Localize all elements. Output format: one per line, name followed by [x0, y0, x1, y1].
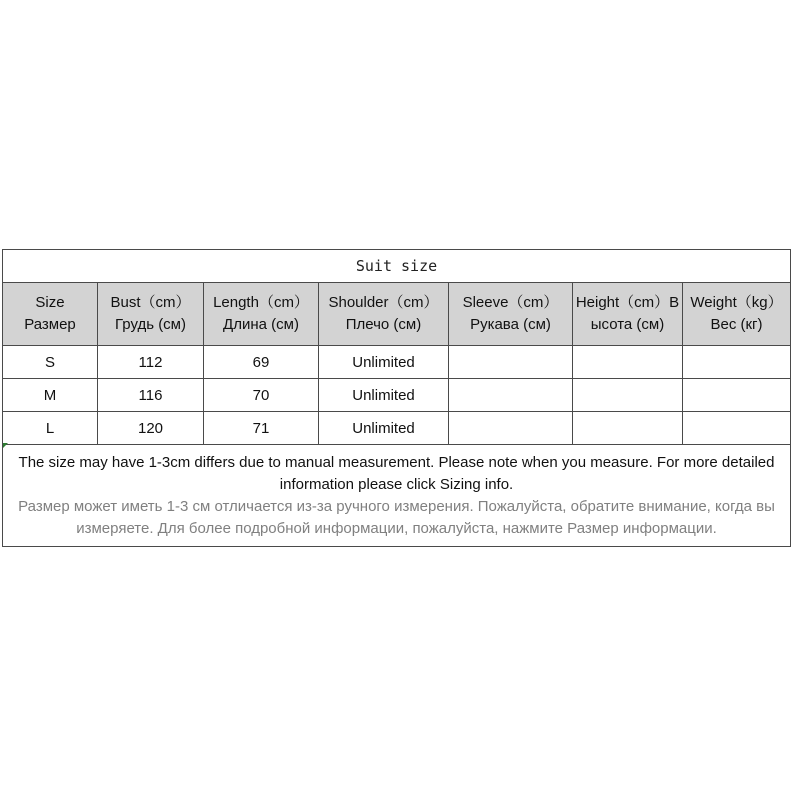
cell-length: 69 [204, 346, 319, 379]
header-bust: Bust（cm） Грудь (см) [98, 283, 204, 346]
cell-size: M [3, 379, 98, 412]
cell-weight [683, 379, 791, 412]
note-row [3, 445, 791, 547]
cell-sleeve [449, 346, 573, 379]
cell-length: 71 [204, 412, 319, 445]
note-english: The size may have 1-3cm differs due to manual measurement. Please note when you measure. For more detailed information please click Sizing info. [18, 453, 775, 493]
header-size: Size Размер [3, 283, 98, 346]
table-title: Suit size [3, 250, 791, 283]
header-length: Length（cm） Длина (см) [204, 283, 319, 346]
table-row-l [3, 412, 791, 445]
cell-height [573, 412, 683, 445]
cell-bust: 112 [98, 346, 204, 379]
cell-shoulder: Unlimited [319, 412, 449, 445]
header-weight: Weight（kg） Вес (кг) [683, 283, 791, 346]
cell-shoulder: Unlimited [319, 379, 449, 412]
cell-bust: 120 [98, 412, 204, 445]
cell-marker-icon [3, 443, 8, 448]
note-russian: Размер может иметь 1-3 см отличается из-за ручного измерения. Пожалуйста, обратите внимание, когда вы измеряете. Для более подробной информации, пожалуйста, нажмите Размер информации. [18, 497, 775, 537]
cell-sleeve [449, 412, 573, 445]
cell-length: 70 [204, 379, 319, 412]
cell-shoulder: Unlimited [319, 346, 449, 379]
note-cell [3, 445, 791, 547]
cell-height [573, 346, 683, 379]
cell-bust: 116 [98, 379, 204, 412]
cell-weight [683, 346, 791, 379]
size-chart-table [2, 249, 791, 547]
cell-size: S [3, 346, 98, 379]
table-row-s [3, 346, 791, 379]
cell-size: L [3, 412, 98, 445]
header-row [3, 283, 791, 346]
table-row-m [3, 379, 791, 412]
cell-height [573, 379, 683, 412]
header-height: Height（cm）В ысота (см) [573, 283, 683, 346]
cell-sleeve [449, 379, 573, 412]
header-shoulder: Shoulder（cm） Плечо (см) [319, 283, 449, 346]
cell-weight [683, 412, 791, 445]
header-sleeve: Sleeve（cm） Рукава (см) [449, 283, 573, 346]
